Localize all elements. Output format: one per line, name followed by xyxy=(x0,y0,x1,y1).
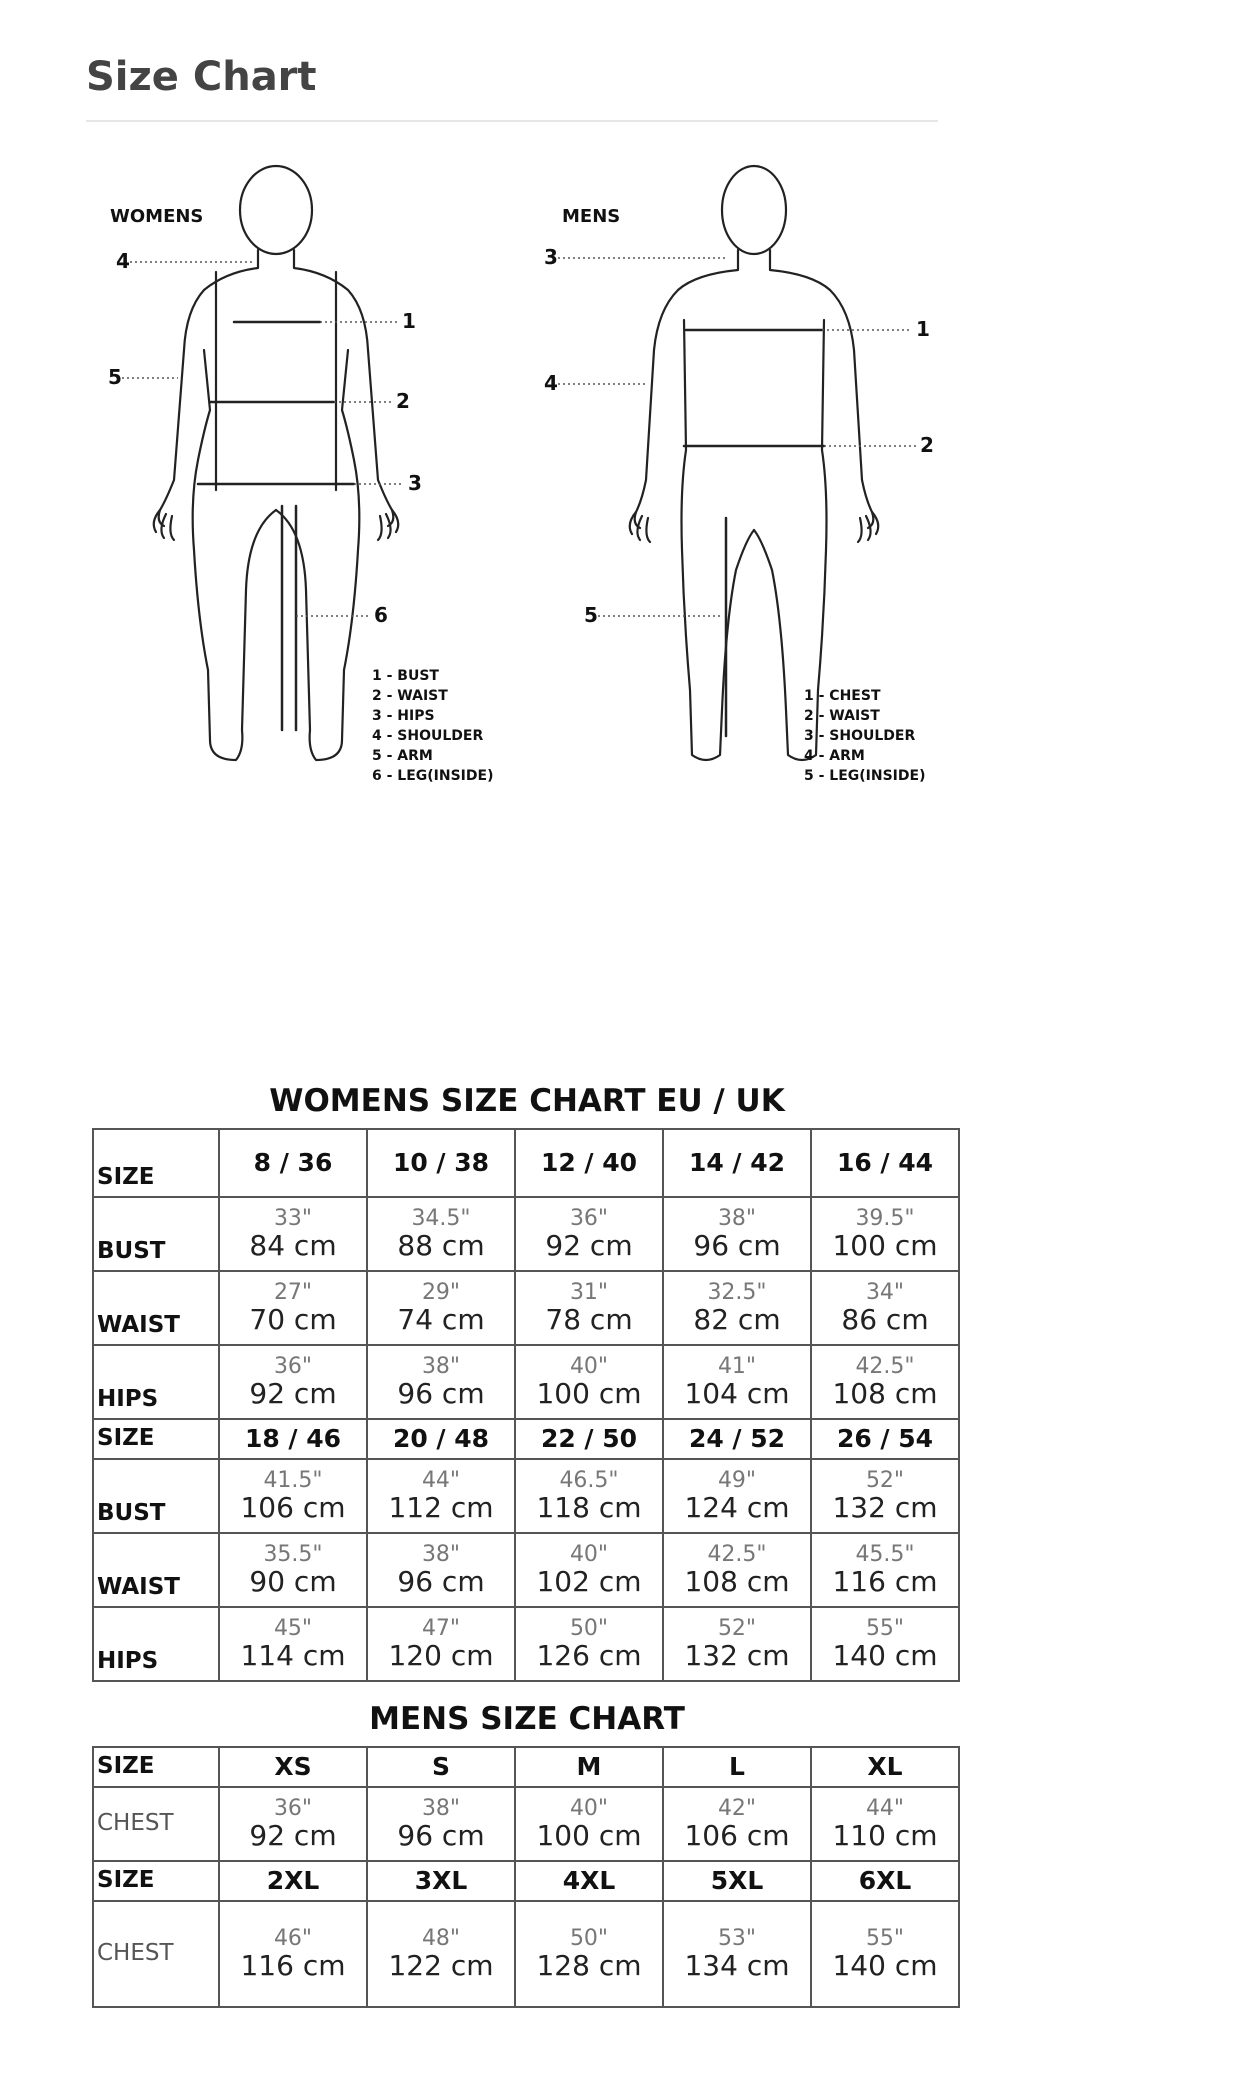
measurement-row xyxy=(93,1459,959,1533)
cm-value: 86 cm xyxy=(841,1302,929,1336)
inch-value: 33" xyxy=(273,1205,313,1231)
inch-value: 27" xyxy=(273,1279,313,1305)
man-figure xyxy=(630,166,879,760)
mens-legend-item: 5 - LEG(INSIDE) xyxy=(804,768,926,784)
measurement-cell xyxy=(663,1607,811,1681)
inch-value: 38" xyxy=(717,1205,757,1231)
mens-size-table xyxy=(92,1746,960,2008)
cm-value: 84 cm xyxy=(249,1228,337,1262)
cm-value: 92 cm xyxy=(545,1228,633,1262)
inch-value: 32.5" xyxy=(707,1279,767,1305)
mens-legend xyxy=(804,688,925,784)
womens-figure-label: WOMENS xyxy=(110,206,204,227)
cm-value: 96 cm xyxy=(397,1564,485,1598)
women-marker-6: 6 xyxy=(374,603,388,627)
womens-legend-item: 3 - HIPS xyxy=(372,708,435,724)
measurement-cell xyxy=(811,1197,959,1271)
measurement-cell xyxy=(811,1345,959,1419)
cm-value: 106 cm xyxy=(240,1490,346,1524)
row-label: HIPS xyxy=(93,1345,219,1419)
men-marker-4: 4 xyxy=(544,371,558,395)
size-header: 12 / 40 xyxy=(515,1129,663,1197)
measurement-cell xyxy=(811,1459,959,1533)
measurement-row xyxy=(93,1197,959,1271)
measurement-cell xyxy=(811,1533,959,1607)
inch-value: 35.5" xyxy=(263,1541,323,1567)
measurement-cell xyxy=(219,1459,367,1533)
inch-value: 48" xyxy=(421,1925,461,1951)
measurement-cell xyxy=(367,1901,515,2007)
cm-value: 108 cm xyxy=(832,1376,938,1410)
measurement-cell xyxy=(515,1607,663,1681)
cm-value: 70 cm xyxy=(249,1302,337,1336)
measurement-cell xyxy=(367,1271,515,1345)
inch-value: 42.5" xyxy=(707,1541,767,1567)
measurement-cell xyxy=(219,1901,367,2007)
row-label: CHEST xyxy=(93,1787,219,1861)
body-figures-svg xyxy=(86,150,986,790)
men-marker-3: 3 xyxy=(544,245,558,269)
inch-value: 41.5" xyxy=(263,1467,323,1493)
size-label: SIZE xyxy=(93,1861,219,1901)
cm-value: 116 cm xyxy=(240,1948,346,1982)
measurement-cell xyxy=(663,1271,811,1345)
measurement-cell xyxy=(515,1459,663,1533)
measurement-figures xyxy=(86,150,986,790)
size-label: SIZE xyxy=(93,1419,219,1459)
measurement-cell xyxy=(811,1901,959,2007)
cm-value: 132 cm xyxy=(684,1638,790,1672)
measurement-row xyxy=(93,1533,959,1607)
size-header: XL xyxy=(811,1747,959,1787)
inch-value: 44" xyxy=(865,1795,905,1821)
inch-value: 46.5" xyxy=(559,1467,619,1493)
size-header: 22 / 50 xyxy=(515,1419,663,1459)
mens-legend-item: 4 - ARM xyxy=(804,748,865,764)
inch-value: 50" xyxy=(569,1615,609,1641)
size-header: 10 / 38 xyxy=(367,1129,515,1197)
cm-value: 104 cm xyxy=(684,1376,790,1410)
measurement-cell xyxy=(663,1787,811,1861)
size-label: SIZE xyxy=(93,1747,219,1787)
size-header: 20 / 48 xyxy=(367,1419,515,1459)
inch-value: 44" xyxy=(421,1467,461,1493)
woman-figure xyxy=(154,166,399,760)
womens-chart-title: WOMENS SIZE CHART EU / UK xyxy=(269,1083,785,1119)
measurement-row xyxy=(93,1787,959,1861)
cm-value: 100 cm xyxy=(536,1376,642,1410)
measurement-cell xyxy=(663,1197,811,1271)
mens-figure-label: MENS xyxy=(562,206,621,227)
measurement-cell xyxy=(367,1533,515,1607)
cm-value: 122 cm xyxy=(388,1948,494,1982)
size-header: S xyxy=(367,1747,515,1787)
women-marker-4: 4 xyxy=(116,249,130,273)
measurement-cell xyxy=(663,1459,811,1533)
inch-value: 34" xyxy=(865,1279,905,1305)
cm-value: 88 cm xyxy=(397,1228,485,1262)
mens-legend-item: 2 - WAIST xyxy=(804,708,880,724)
inch-value: 29" xyxy=(421,1279,461,1305)
measurement-cell xyxy=(663,1533,811,1607)
men-marker-1: 1 xyxy=(916,317,930,341)
womens-legend-item: 4 - SHOULDER xyxy=(372,728,484,744)
women-marker-3: 3 xyxy=(408,471,422,495)
measurement-cell xyxy=(219,1787,367,1861)
row-label: BUST xyxy=(93,1459,219,1533)
cm-value: 140 cm xyxy=(832,1948,938,1982)
size-header: 6XL xyxy=(811,1861,959,1901)
inch-value: 38" xyxy=(421,1795,461,1821)
cm-value: 120 cm xyxy=(388,1638,494,1672)
cm-value: 108 cm xyxy=(684,1564,790,1598)
measurement-cell xyxy=(219,1607,367,1681)
men-marker-2: 2 xyxy=(920,433,934,457)
measurement-cell xyxy=(219,1345,367,1419)
inch-value: 55" xyxy=(865,1925,905,1951)
cm-value: 116 cm xyxy=(832,1564,938,1598)
cm-value: 78 cm xyxy=(545,1302,633,1336)
inch-value: 41" xyxy=(717,1353,757,1379)
mens-legend-item: 3 - SHOULDER xyxy=(804,728,916,744)
cm-value: 140 cm xyxy=(832,1638,938,1672)
size-row xyxy=(93,1861,959,1901)
size-header: 8 / 36 xyxy=(219,1129,367,1197)
cm-value: 96 cm xyxy=(693,1228,781,1262)
size-header: 2XL xyxy=(219,1861,367,1901)
measurement-row xyxy=(93,1607,959,1681)
measurement-cell xyxy=(219,1533,367,1607)
cm-value: 118 cm xyxy=(536,1490,642,1524)
inch-value: 39.5" xyxy=(855,1205,915,1231)
inch-value: 36" xyxy=(273,1795,313,1821)
measurement-cell xyxy=(219,1271,367,1345)
cm-value: 74 cm xyxy=(397,1302,485,1336)
inch-value: 49" xyxy=(717,1467,757,1493)
inch-value: 53" xyxy=(717,1925,757,1951)
size-row xyxy=(93,1419,959,1459)
women-marker-2: 2 xyxy=(396,389,410,413)
cm-value: 114 cm xyxy=(240,1638,346,1672)
row-label: BUST xyxy=(93,1197,219,1271)
inch-value: 31" xyxy=(569,1279,609,1305)
inch-value: 36" xyxy=(569,1205,609,1231)
inch-value: 45" xyxy=(273,1615,313,1641)
row-label: CHEST xyxy=(93,1901,219,2007)
size-header: 4XL xyxy=(515,1861,663,1901)
measurement-cell xyxy=(663,1901,811,2007)
measurement-row xyxy=(93,1345,959,1419)
cm-value: 134 cm xyxy=(684,1948,790,1982)
size-row xyxy=(93,1129,959,1197)
cm-value: 90 cm xyxy=(249,1564,337,1598)
measurement-cell xyxy=(811,1607,959,1681)
womens-legend-item: 6 - LEG(INSIDE) xyxy=(372,768,494,784)
inch-value: 55" xyxy=(865,1615,905,1641)
inch-value: 40" xyxy=(569,1541,609,1567)
womens-legend-item: 2 - WAIST xyxy=(372,688,448,704)
cm-value: 92 cm xyxy=(249,1818,337,1852)
cm-value: 110 cm xyxy=(832,1818,938,1852)
cm-value: 100 cm xyxy=(832,1228,938,1262)
measurement-row xyxy=(93,1271,959,1345)
inch-value: 38" xyxy=(421,1353,461,1379)
cm-value: 96 cm xyxy=(397,1376,485,1410)
cm-value: 112 cm xyxy=(388,1490,494,1524)
size-header: 3XL xyxy=(367,1861,515,1901)
inch-value: 40" xyxy=(569,1353,609,1379)
mens-legend-item: 1 - CHEST xyxy=(804,688,881,704)
size-header: 5XL xyxy=(663,1861,811,1901)
womens-legend-item: 1 - BUST xyxy=(372,668,439,684)
row-label: WAIST xyxy=(93,1271,219,1345)
inch-value: 42.5" xyxy=(855,1353,915,1379)
measurement-cell xyxy=(367,1787,515,1861)
cm-value: 92 cm xyxy=(249,1376,337,1410)
size-label: SIZE xyxy=(93,1129,219,1197)
womens-legend xyxy=(372,668,493,784)
measurement-cell xyxy=(515,1345,663,1419)
cm-value: 96 cm xyxy=(397,1818,485,1852)
size-header: 24 / 52 xyxy=(663,1419,811,1459)
measurement-cell xyxy=(515,1271,663,1345)
size-header: XS xyxy=(219,1747,367,1787)
row-label: WAIST xyxy=(93,1533,219,1607)
inch-value: 40" xyxy=(569,1795,609,1821)
size-header: 18 / 46 xyxy=(219,1419,367,1459)
measurement-cell xyxy=(811,1271,959,1345)
women-marker-5: 5 xyxy=(108,365,122,389)
cm-value: 100 cm xyxy=(536,1818,642,1852)
measurement-cell xyxy=(219,1197,367,1271)
mens-chart-title: MENS SIZE CHART xyxy=(369,1701,685,1737)
measurement-cell xyxy=(515,1901,663,2007)
cm-value: 128 cm xyxy=(536,1948,642,1982)
measurement-cell xyxy=(367,1607,515,1681)
row-label: HIPS xyxy=(93,1607,219,1681)
size-row xyxy=(93,1747,959,1787)
size-header: 14 / 42 xyxy=(663,1129,811,1197)
page-title: Size Chart xyxy=(86,54,317,100)
measurement-cell xyxy=(811,1787,959,1861)
size-header: L xyxy=(663,1747,811,1787)
womens-legend-item: 5 - ARM xyxy=(372,748,433,764)
size-header: 26 / 54 xyxy=(811,1419,959,1459)
inch-value: 45.5" xyxy=(855,1541,915,1567)
inch-value: 34.5" xyxy=(411,1205,471,1231)
measurement-cell xyxy=(367,1197,515,1271)
inch-value: 52" xyxy=(865,1467,905,1493)
cm-value: 106 cm xyxy=(684,1818,790,1852)
title-divider xyxy=(86,120,938,122)
inch-value: 47" xyxy=(421,1615,461,1641)
measurement-cell xyxy=(367,1459,515,1533)
inch-value: 42" xyxy=(717,1795,757,1821)
cm-value: 102 cm xyxy=(536,1564,642,1598)
inch-value: 52" xyxy=(717,1615,757,1641)
measurement-cell xyxy=(515,1787,663,1861)
inch-value: 50" xyxy=(569,1925,609,1951)
size-header: M xyxy=(515,1747,663,1787)
inch-value: 46" xyxy=(273,1925,313,1951)
inch-value: 38" xyxy=(421,1541,461,1567)
measurement-cell xyxy=(663,1345,811,1419)
cm-value: 124 cm xyxy=(684,1490,790,1524)
inch-value: 36" xyxy=(273,1353,313,1379)
cm-value: 132 cm xyxy=(832,1490,938,1524)
cm-value: 126 cm xyxy=(536,1638,642,1672)
measurement-cell xyxy=(367,1345,515,1419)
women-marker-1: 1 xyxy=(402,309,416,333)
size-header: 16 / 44 xyxy=(811,1129,959,1197)
measurement-row xyxy=(93,1901,959,2007)
womens-size-table xyxy=(92,1128,960,1682)
measurement-cell xyxy=(515,1197,663,1271)
measurement-cell xyxy=(515,1533,663,1607)
men-marker-5: 5 xyxy=(584,603,598,627)
cm-value: 82 cm xyxy=(693,1302,781,1336)
